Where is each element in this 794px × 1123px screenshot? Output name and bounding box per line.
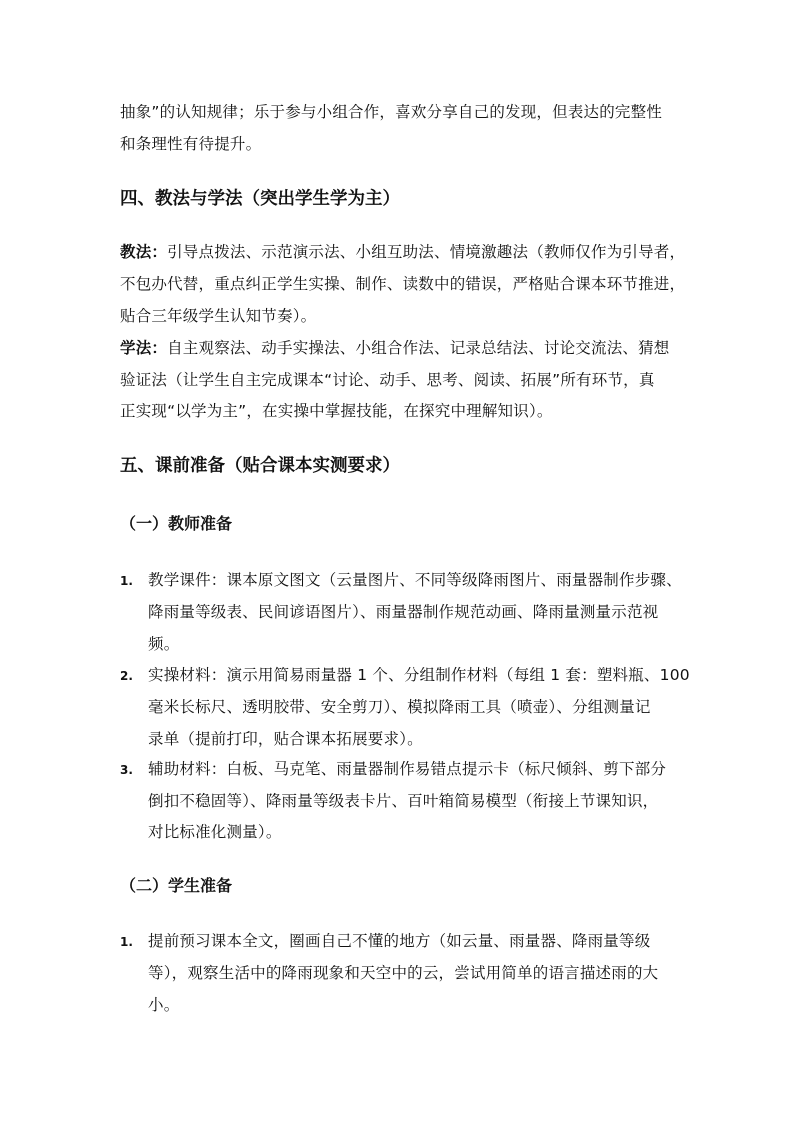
- learn-method-line-1: [120, 338, 680, 358]
- teacher-item-2-line-3: 录单（提前打印，贴合课本拓展要求）。: [148, 730, 423, 748]
- teacher-item-3-line-2: 倒扣不稳固等）、降雨量等级表卡片、百叶箱简易模型（衔接上节课知识，: [148, 792, 659, 810]
- teach-method-text-1: 引导点拨法、示范演示法、小组互助法、情境激趣法（教师仅作为引导者，: [167, 243, 686, 261]
- learn-method-label: 学法：: [120, 339, 168, 357]
- teach-method-line-2: 不包办代替，重点纠正学生实操、制作、读数中的错误，严格贴合课本环节推进，: [120, 275, 686, 293]
- intro-line-1: 抽象”的认知规律；乐于参与小组合作，喜欢分享自己的发现，但表达的完整性: [120, 103, 663, 121]
- teacher-prep-heading: （一）教师准备: [120, 514, 233, 533]
- teacher-item-2-number: 2.: [120, 669, 133, 683]
- teacher-item-3-line-1: 辅助材料：白板、马克笔、雨量器制作易错点提示卡（标尺倾斜、剪下部分: [148, 760, 667, 778]
- teacher-item-3-line-3: 对比标准化测量）。: [148, 823, 282, 841]
- teacher-item-1-line-2: 降雨量等级表、民间谚语图片）、雨量器制作规范动画、降雨量测量示范视: [148, 603, 659, 621]
- section-5-heading: 五、课前准备（贴合课本实测要求）: [120, 456, 400, 476]
- student-prep-heading: （二）学生准备: [120, 876, 233, 895]
- learn-method-line-3: 正实现“以学为主”，在实操中掌握技能，在探究中理解知识）。: [120, 402, 553, 420]
- teach-method-line-1: [120, 242, 686, 262]
- teacher-item-1-line-3: 频。: [148, 635, 180, 653]
- teach-method-line-3: 贴合三年级学生认知节奏）。: [120, 307, 317, 325]
- student-item-1-number: 1.: [120, 935, 133, 949]
- learn-method-text-1: 自主观察法、动手实操法、小组合作法、记录总结法、讨论交流法、猜想: [167, 339, 670, 357]
- intro-line-2: 和条理性有待提升。: [120, 135, 262, 153]
- teacher-item-1-number: 1.: [120, 574, 133, 588]
- teacher-item-3-number: 3.: [120, 763, 133, 777]
- teacher-item-2-line-1: 实操材料：演示用简易雨量器 1 个、分组制作材料（每组 1 套：塑料瓶、100: [148, 666, 690, 684]
- student-item-1-line-3: 小。: [148, 996, 180, 1014]
- student-item-1-line-2: 等），观察生活中的降雨现象和天空中的云，尝试用简单的语言描述雨的大: [148, 964, 659, 982]
- student-item-1-line-1: 提前预习课本全文，圈画自己不懂的地方（如云量、雨量器、降雨量等级: [148, 932, 651, 950]
- learn-method-line-2: 验证法（让学生自主完成课本“讨论、动手、思考、阅读、拓展”所有环节，真: [120, 371, 655, 389]
- teacher-item-2-line-2: 毫米长标尺、透明胶带、安全剪刀）、模拟降雨工具（喷壶）、分组测量记: [148, 698, 651, 716]
- teach-method-label: 教法：: [120, 243, 168, 261]
- section-4-heading: 四、教法与学法（突出学生学为主）: [120, 189, 400, 209]
- teacher-item-1-line-1: 教学课件：课本原文图文（云量图片、不同等级降雨图片、雨量器制作步骤、: [148, 571, 682, 589]
